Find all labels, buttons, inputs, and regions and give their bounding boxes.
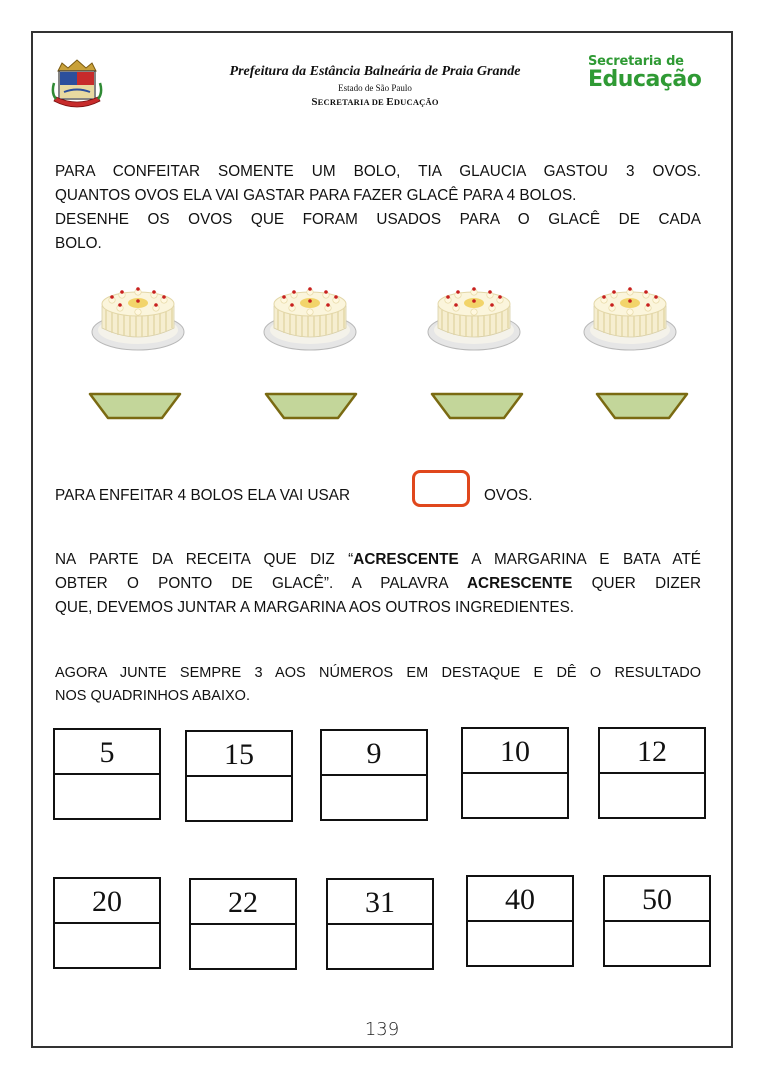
bowl-shape xyxy=(88,392,182,420)
header-secretaria: SECRETARIA DE EDUCAÇÃO xyxy=(311,96,439,108)
bowl-shape xyxy=(595,392,689,420)
number-box xyxy=(603,875,711,967)
number-box xyxy=(466,875,574,967)
number-box xyxy=(326,878,434,970)
number-box xyxy=(189,878,297,970)
instruction-line: NOS QUADRINHOS ABAIXO. xyxy=(55,688,250,704)
number-box xyxy=(461,727,569,819)
number-value: 40 xyxy=(468,877,572,922)
number-box xyxy=(598,727,706,819)
recipe-line: NA PARTE DA RECEITA QUE DIZ “ACRESCENTE A MARGARINA E BATA ATÉ xyxy=(55,551,701,568)
number-value: 5 xyxy=(55,730,159,775)
problem-line: BOLO. xyxy=(55,235,102,252)
city-crest-icon xyxy=(50,57,104,111)
instruction-line: AGORA JUNTE SEMPRE 3 AOS NÚMEROS EM DESTAQUE E DÊ O RESULTADO xyxy=(55,665,701,681)
problem-line: QUANTOS OVOS ELA VAI GASTAR PARA FAZER GLACÊ PARA 4 BOLOS. xyxy=(55,187,577,204)
number-value: 12 xyxy=(600,729,704,774)
recipe-line: OBTER O PONTO DE GLACÊ”. A PALAVRA ACRESCENTE QUER DIZER xyxy=(55,575,701,592)
number-value: 31 xyxy=(328,880,432,925)
problem-text xyxy=(55,160,701,256)
number-box xyxy=(53,877,161,969)
cake-image xyxy=(582,280,678,360)
problem-line: DESENHE OS OVOS QUE FORAM USADOS PARA O GLACÊ DE CADA xyxy=(55,211,701,228)
education-logo-line1: Secretaria de xyxy=(588,54,684,69)
header-subtitle: Estado de São Paulo xyxy=(338,83,412,93)
number-box xyxy=(53,728,161,820)
number-value: 50 xyxy=(605,877,709,922)
instruction-text xyxy=(55,662,701,708)
number-value: 10 xyxy=(463,729,567,774)
recipe-text xyxy=(55,548,701,620)
problem-line: PARA CONFEITAR SOMENTE UM BOLO, TIA GLAUCIA GASTOU 3 OVOS. xyxy=(55,163,701,180)
bowl-shape xyxy=(430,392,524,420)
cake-image xyxy=(90,280,186,360)
bowl-shape xyxy=(264,392,358,420)
number-value: 15 xyxy=(187,732,291,777)
education-logo-line2: Educação xyxy=(588,67,702,92)
answer-input-box[interactable] xyxy=(412,470,470,507)
number-value: 22 xyxy=(191,880,295,925)
recipe-line: QUE, DEVEMOS JUNTAR A MARGARINA AOS OUTROS INGREDIENTES. xyxy=(55,599,575,616)
answer-suffix: OVOS. xyxy=(484,487,533,504)
page-number: 139 xyxy=(364,1019,400,1040)
number-value: 20 xyxy=(55,879,159,924)
answer-prefix: PARA ENFEITAR 4 BOLOS ELA VAI USAR xyxy=(55,487,350,504)
number-box xyxy=(320,729,428,821)
number-box xyxy=(185,730,293,822)
header-title: Prefeitura da Estância Balneária de Praia Grande xyxy=(229,64,521,79)
number-value: 9 xyxy=(322,731,426,776)
cake-image xyxy=(262,280,358,360)
cake-image xyxy=(426,280,522,360)
